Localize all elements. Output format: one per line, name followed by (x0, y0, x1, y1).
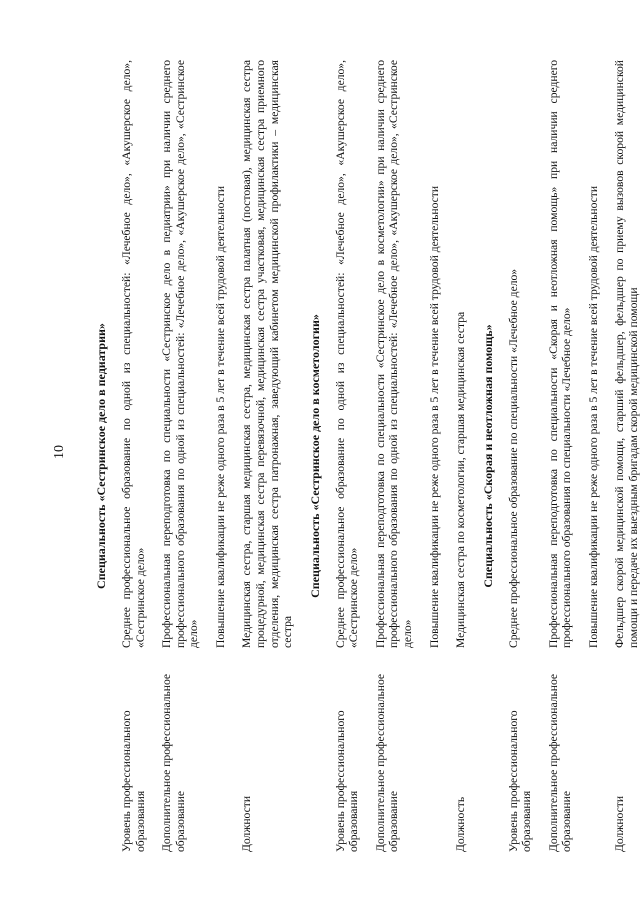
row-label: Дополнительное профессиональное образование (373, 673, 401, 852)
table-row (547, 60, 587, 852)
section-title: Специальность «Скорая и неотложная помощь» (480, 324, 495, 588)
row-value: Среднее профессиональное образование по одной из специальностей: «Лечебное дело», «Акушерское дело», «Сестринское дело» (120, 60, 147, 648)
row-value: Среднее профессиональное образование по специальности «Лечебное дело» (506, 268, 520, 648)
table-row (160, 60, 214, 852)
row-value: Фельдшер скорой медицинской помощи, старший фельдшер, фельдшер по приему вызовов скорой медицинской помощи и передаче их выездным бригадам скорой медицинской помощи (613, 60, 640, 648)
table-row (120, 60, 160, 852)
section-title: Специальность «Сестринское дело в педиатрии» (94, 323, 108, 589)
row-value: Повышение квалификации не реже одного раза в 5 лет в течение всей трудовой деятельности (213, 185, 227, 648)
row-label: Уровень профессионального образования (333, 710, 361, 852)
table-row (214, 60, 241, 852)
document-page (40, 42, 640, 862)
table-row (507, 60, 547, 852)
row-value: Профессиональная переподготовка по специальности «Сестринское дело в косметологии» при наличии среднего профессионального образования по одной из специальностей: «Лечебное дело», «Акушерское дело», «Сестринское дело» (373, 60, 414, 648)
table-row (587, 60, 614, 852)
row-label: Должности (613, 795, 627, 852)
row-value: Повышение квалификации не реже одного раза в 5 лет в течение всей трудовой деятельности (427, 185, 441, 648)
section-header (308, 60, 334, 852)
row-label: Уровень профессионального образования (120, 710, 147, 852)
table-row (454, 60, 481, 852)
row-label (214, 648, 241, 852)
table-row (428, 60, 455, 852)
table-row (240, 60, 307, 852)
section-title: Специальность «Сестринское дело в косметологии» (307, 314, 322, 598)
section-header (94, 60, 120, 852)
row-value: Медицинская сестра, старшая медицинская сестра, медицинская сестра палатная (постовая), медицинская сестра процедурной, медицинская сестра перевязочной, медицинская сестра участковая, медицинская сестра приемного отделения, медицинская сестра патронажная, заведующий кабинетом медицинской профилактики – медицинская сестра (240, 60, 295, 648)
row-value: Повышение квалификации не реже одного раза в 5 лет в течение всей трудовой деятельности (586, 185, 600, 648)
row-label: Дополнительное профессиональное образование (546, 673, 574, 852)
row-label (428, 648, 455, 852)
row-label: Должности (240, 795, 254, 852)
row-label: Должность (454, 796, 468, 852)
table-row (374, 60, 428, 852)
row-value: Медицинская сестра по косметологии, старшая медицинская сестра (454, 311, 468, 648)
row-value: Профессиональная переподготовка по специальности «Сестринское дело в педиатрии» при наличии среднего профессионального образования по одной из специальностей: «Лечебное дело», «Акушерское дело», «Сестринское дело» (160, 60, 201, 648)
row-value: Профессиональная переподготовка по специальности «Скорая и неотложная помощь» при наличии среднего профессионального образования по специальности «Лечебное дело» (546, 60, 574, 648)
row-label: Уровень профессионального образования (506, 710, 534, 852)
table-row (613, 60, 640, 852)
section-header (481, 60, 507, 852)
table-row (334, 60, 374, 852)
table-body (94, 60, 640, 852)
row-label: Дополнительное профессиональное образование (160, 673, 187, 852)
page-number: 10 (52, 445, 67, 459)
row-label (587, 648, 614, 852)
row-value: Среднее профессиональное образование по одной из специальностей: «Лечебное дело», «Акушерское дело», «Сестринское дело» (333, 60, 361, 648)
qualification-table (94, 60, 640, 852)
